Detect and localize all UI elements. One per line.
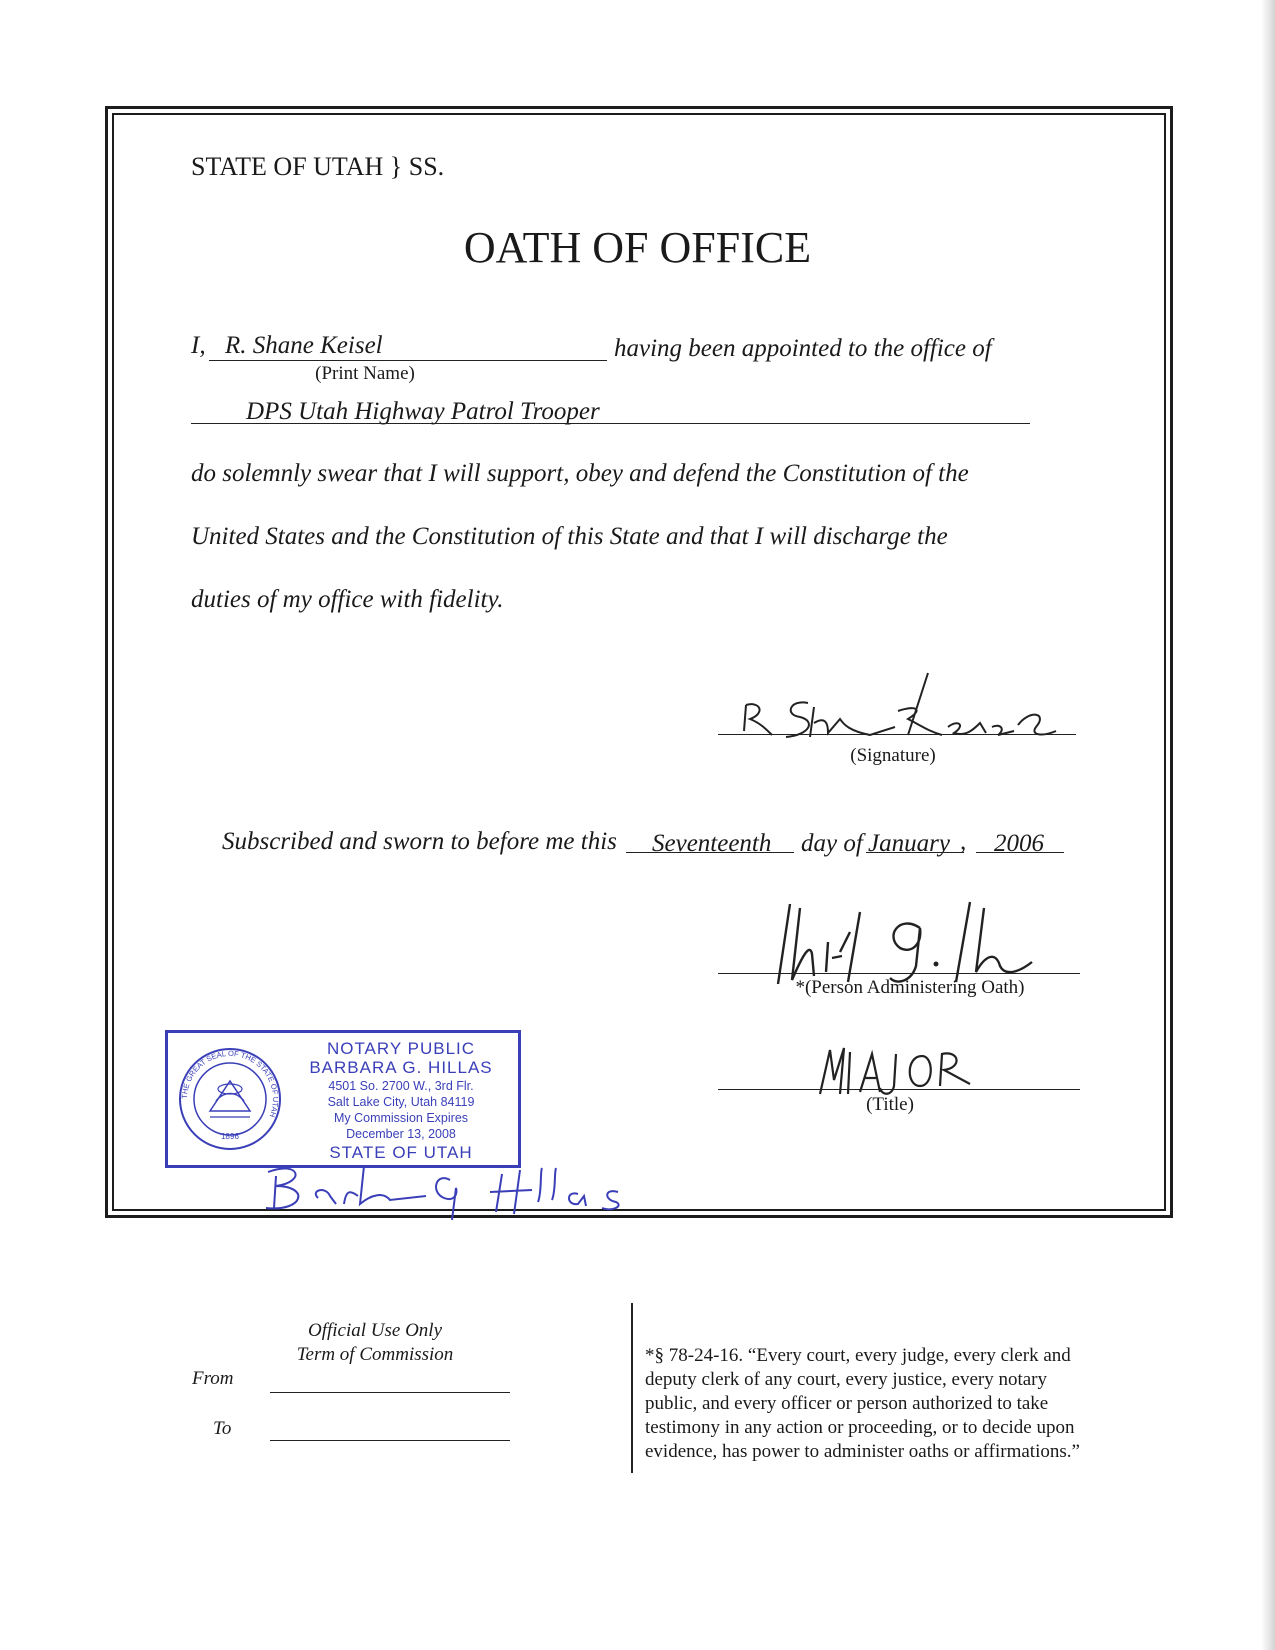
appointed-text: having been appointed to the office of <box>614 335 992 362</box>
to-label: To <box>213 1418 232 1439</box>
subscribed-day: Seventeenth <box>652 830 772 857</box>
footnote-line-4: testimony in any action or proceeding, or to decide upon <box>645 1417 1075 1438</box>
subscribed-year: 2006 <box>994 830 1044 857</box>
print-name-label: (Print Name) <box>315 363 415 384</box>
from-field[interactable] <box>270 1392 510 1393</box>
seal-ring-text: THE GREAT SEAL OF THE STATE OF UTAH <box>179 1048 281 1119</box>
notary-signature <box>240 1152 660 1222</box>
state-seal-icon <box>176 1045 284 1153</box>
footnote-line-2: deputy clerk of any court, every justice, every notary <box>645 1369 1048 1390</box>
administrator-label: *(Person Administering Oath) <box>795 977 1025 998</box>
footer-divider <box>631 1303 633 1473</box>
date-comma: , <box>960 828 967 855</box>
title-line <box>718 1089 1080 1090</box>
seal-year: 1896 <box>221 1132 239 1141</box>
official-use-heading: Official Use Only <box>307 1320 443 1341</box>
from-label: From <box>192 1368 234 1389</box>
title-handwritten <box>810 1040 1010 1100</box>
term-of-commission-heading: Term of Commission <box>296 1344 454 1365</box>
year-underline <box>976 852 1064 853</box>
to-field[interactable] <box>270 1440 510 1441</box>
i-prefix: I, <box>191 332 206 359</box>
administrator-line <box>718 973 1080 974</box>
notary-stamp <box>165 1030 521 1168</box>
oath-text-line-2: United States and the Constitution of this State and that I will discharge the <box>191 523 948 550</box>
oath-text-line-1: do solemnly swear that I will support, obey and defend the Constitution of the <box>191 460 969 487</box>
day-of-text: day of <box>801 830 863 857</box>
stamp-address-2: Salt Lake City, Utah 84119 <box>327 1095 475 1109</box>
officer-signature <box>730 665 1070 755</box>
stamp-address-1: 4501 So. 2700 W., 3rd Flr. <box>328 1079 474 1093</box>
signature-label: (Signature) <box>850 745 936 766</box>
stamp-commission-expires: My Commission Expires <box>333 1111 469 1125</box>
stamp-notary-public: NOTARY PUBLIC <box>326 1039 476 1058</box>
state-venue-line: STATE OF UTAH } SS. <box>191 152 445 181</box>
oath-text-line-3: duties of my office with fidelity. <box>191 586 504 613</box>
officer-name: R. Shane Keisel <box>225 332 383 359</box>
subscribed-text: Subscribed and sworn to before me this <box>222 828 617 855</box>
signature-line <box>718 734 1076 735</box>
footnote-line-1: *§ 78-24-16. “Every court, every judge, every clerk and <box>645 1345 1071 1366</box>
month-underline <box>866 852 964 853</box>
footnote-line-5: evidence, has power to administer oaths or affirmations.” <box>645 1441 1080 1462</box>
subscribed-month: January <box>868 830 950 857</box>
stamp-notary-name: BARBARA G. HILLAS <box>309 1058 493 1077</box>
document-title: OATH OF OFFICE <box>463 223 812 272</box>
day-underline <box>626 852 794 853</box>
stamp-state: STATE OF UTAH <box>329 1143 473 1162</box>
office-underline <box>191 423 1030 424</box>
stamp-expiry-date: December 13, 2008 <box>346 1127 456 1141</box>
footnote-line-3: public, and every officer or person authorized to take <box>645 1393 1049 1414</box>
title-label: (Title) <box>866 1094 914 1115</box>
office-title: DPS Utah Highway Patrol Trooper <box>246 398 600 425</box>
name-underline <box>209 360 607 361</box>
